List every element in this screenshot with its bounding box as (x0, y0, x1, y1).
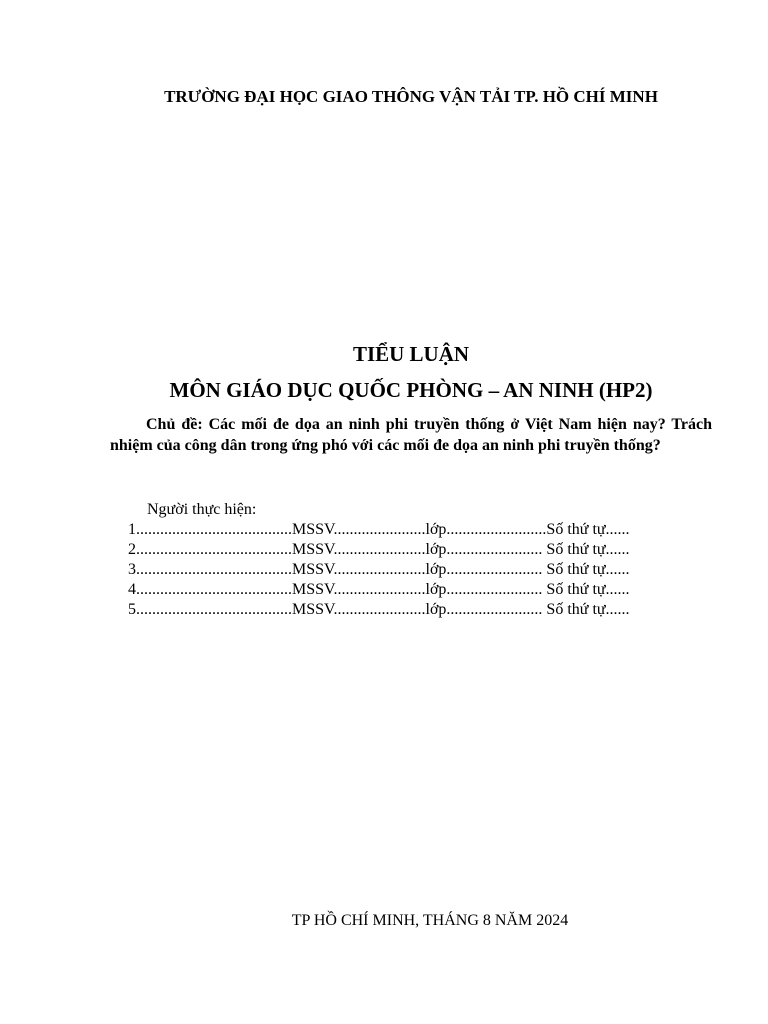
topic-paragraph: Chủ đề: Các mối đe dọa an ninh phi truyền thống ở Việt Nam hiện nay? Trách nhiệm của công dân trong ứng phó với các mối đe dọa an ninh phi truyền thống? (110, 416, 712, 454)
course-title: MÔN GIÁO DỤC QUỐC PHÒNG – AN NINH (HP2) (169, 378, 653, 402)
performer-row-2: 2.......................................MSSV.......................lớp........................ Số thứ tự...... (128, 541, 630, 558)
performer-row-4: 4.......................................MSSV.......................lớp........................ Số thứ tự...... (128, 581, 630, 598)
place-and-date: TP HỒ CHÍ MINH, THÁNG 8 NĂM 2024 (291, 912, 569, 929)
performer-row-3: 3.......................................MSSV.......................lớp........................ Số thứ tự...... (128, 561, 630, 578)
performer-row-5: 5.......................................MSSV.......................lớp........................ Số thứ tự...... (128, 601, 630, 618)
performers-label: Người thực hiện: (147, 501, 257, 518)
document-type-title: TIỂU LUẬN (352, 342, 470, 366)
performers-list (128, 520, 630, 620)
school-name: TRƯỜNG ĐẠI HỌC GIAO THÔNG VẬN TẢI TP. HỒ CHÍ MINH (164, 87, 658, 106)
performer-row-1: 1.......................................MSSV.......................lớp.........................Số thứ tự...... (128, 521, 630, 538)
